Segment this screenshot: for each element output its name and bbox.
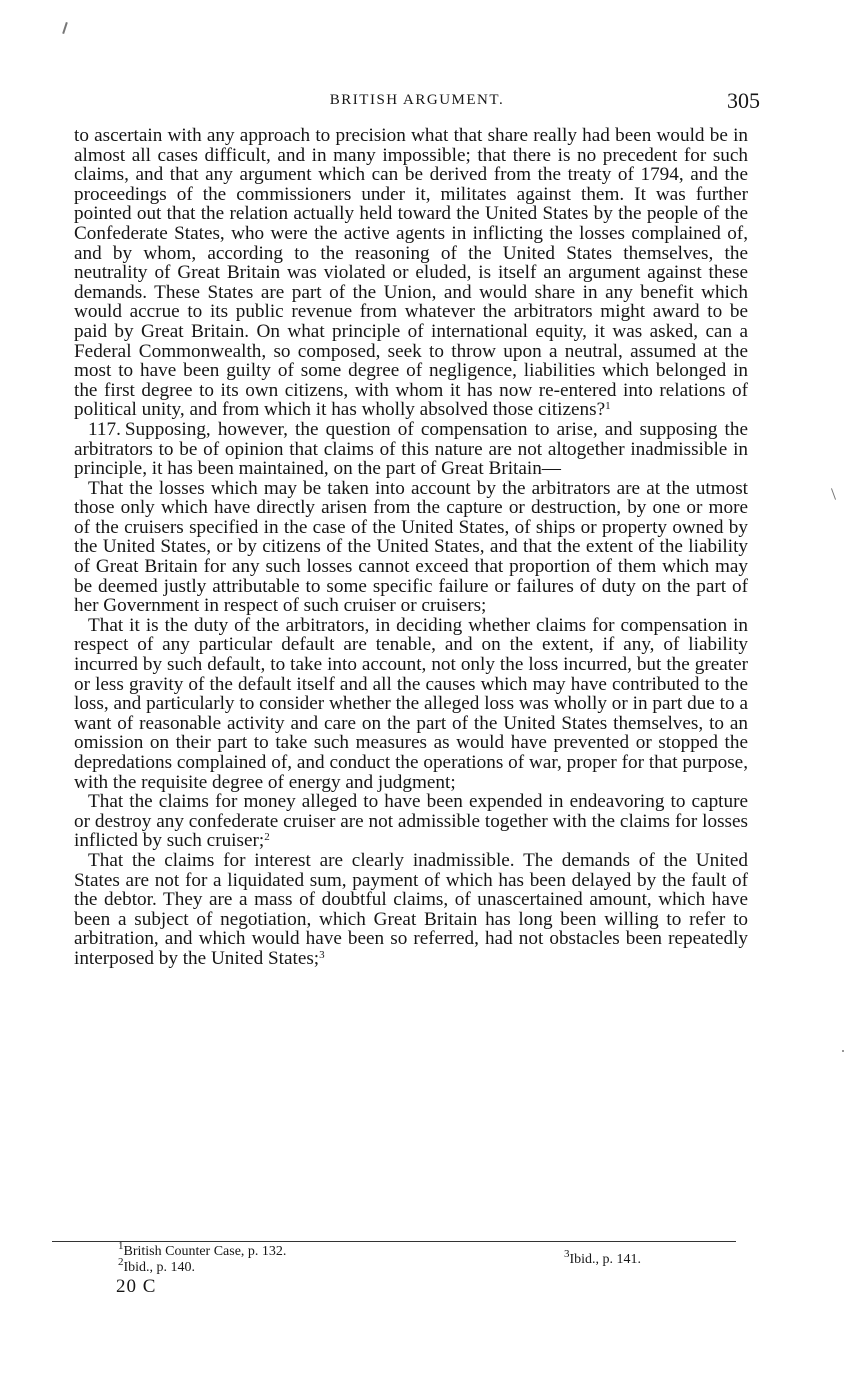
footnote-mark: 2 xyxy=(118,1256,124,1268)
paragraph-losses xyxy=(74,479,748,616)
footnote-divider xyxy=(52,1241,736,1242)
footnotes-right-column xyxy=(564,1248,724,1268)
paragraph-text: to ascertain with any approach to precision what that share really had been would be in almost all cases difficult, and in many impossible; that there is no precedent for such claims, and that any argument which can be derived from the treaty of 1794, and the proceedings of the commissioners under it, militates against them. It was further pointed out that the relation actually held toward the United States by the people of the Confederate States, who were the active agents in inflicting the losses complained of, and by whom, according to the reasoning of the United States themselves, the neutrality of Great Britain was violated or eluded, is itself an argument against these demands. These States are part of the Union, and would share in any benefit which would accrue to its public revenue from whatever the arbitrators might award to be paid by Great Britain. On what principle of international equity, it was asked, can a Federal Commonwealth, so composed, seek to throw upon a neutral, assumed at the most to have been guilty of some degree of negligence, liabilities which belonged in the first degree to its own citizens, with whom it has now re-entered into relations of political unity, and from which it has wholly absolved those citizens? xyxy=(74,125,748,421)
footnote-mark: 3 xyxy=(564,1248,570,1260)
scan-speck xyxy=(831,488,836,500)
paragraph-text: That the claims for money alleged to have been expended in endeavoring to capture or destroy any confederate cruiser are not admissible together with the claims for losses inflicted by such cruiser; xyxy=(74,791,748,852)
paragraph-text: Supposing, however, the question of compensation to arise, and supposing the arbitrators to be of opinion that claims of this nature are not altogether inadmissible in principle, it has been maintained, on the part of Great Britain— xyxy=(74,418,748,480)
paragraph-text: That it is the duty of the arbitrators, in deciding whether claims for compensation in respect of any particular default are tenable, and on the extent, if any, of liability incurred by such default, to take into account, not only the loss incurred, but the greater or less gravity of the default itself and all the causes which may have contributed to the loss, and particularly to consider whether the alleged loss was wholly or in part due to a want of reasonable activity and care on the part of the United States themselves, to an omission on their part to take such measures as would have prevented or stopped the depredations complained of, and conduct the operations of war, proper for that purpose, with the requisite degree of energy and judgment; xyxy=(74,614,748,793)
paragraph-number: 117. xyxy=(88,418,121,440)
scan-speck xyxy=(62,22,68,34)
footnote xyxy=(118,1240,418,1260)
paragraph-duty xyxy=(74,616,748,792)
scan-speck xyxy=(842,1050,844,1052)
footnote-ref: 2 xyxy=(264,831,270,844)
footnote-text: Ibid., p. 140. xyxy=(123,1260,196,1275)
footnotes-left-column xyxy=(118,1240,418,1276)
footnote-text: Ibid., p. 141. xyxy=(569,1252,642,1267)
printer-signature: 20 C xyxy=(116,1276,157,1297)
footnote-text: British Counter Case, p. 132. xyxy=(123,1244,287,1259)
footnote-ref: 1 xyxy=(605,400,611,413)
paragraph-text: That the claims for interest are clearly inadmissible. The demands of the United States are not for a liquidated sum, payment of which has been delayed by the fault of the debtor. They are a mass of doubtful claims, of unascertained amount, which have been a subject of negotiation, which Great Britain has long been willing to refer to arbitration, and which would have been so referred, had not obstacles been repeatedly interposed by the United States; xyxy=(74,849,748,969)
footnote xyxy=(564,1248,724,1268)
paragraph-117 xyxy=(74,420,748,479)
running-head: BRITISH ARGUMENT. xyxy=(329,92,505,108)
footnote xyxy=(118,1256,418,1276)
page-header xyxy=(74,88,760,120)
paragraph-continuation xyxy=(74,126,748,420)
paragraph-interest xyxy=(74,851,748,969)
footnote-mark: 1 xyxy=(118,1240,124,1252)
footnote-ref: 3 xyxy=(319,948,325,961)
body-text xyxy=(74,126,748,969)
paragraph-expenses xyxy=(74,792,748,851)
page-number: 305 xyxy=(727,88,760,113)
paragraph-text: That the losses which may be taken into account by the arbitrators are at the utmost those only which have directly arisen from the capture or destruction, by one or more of the cruisers specified in the case of the United States, of ships or property owned by the United States, or by citizens of the United States, and that the extent of the liability of Great Britain for any such losses cannot exceed that proportion of them which may be deemed justly attributable to some specific failure or failures of duty on the part of her Government in respect of such cruiser or cruisers; xyxy=(74,477,748,617)
